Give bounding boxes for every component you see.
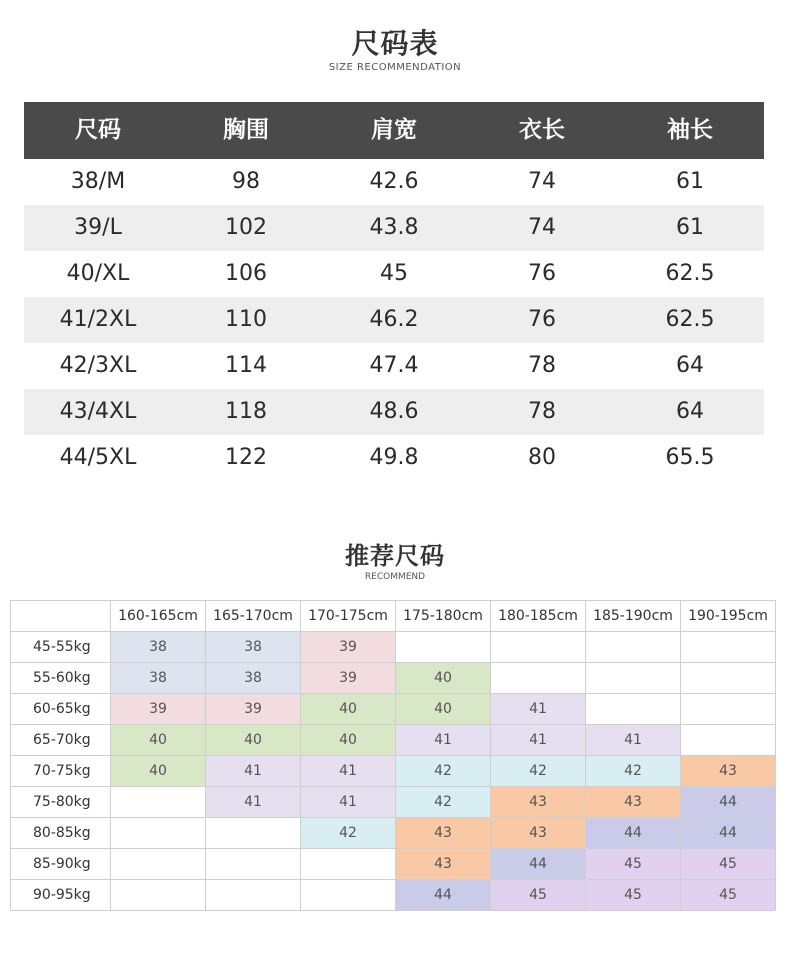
size-cell: 61	[676, 215, 704, 240]
height-header: 170-175cm	[301, 601, 396, 632]
size-cell: 80	[528, 445, 556, 470]
recommend-title: 推荐尺码	[345, 542, 445, 570]
recommend-cell	[111, 818, 206, 849]
weight-label: 45-55kg	[11, 632, 111, 663]
weight-label: 70-75kg	[11, 756, 111, 787]
header-shoulder: 肩宽	[371, 117, 417, 143]
recommend-cell: 38	[111, 632, 206, 663]
weight-label: 90-95kg	[11, 880, 111, 911]
size-cell: 106	[225, 261, 267, 286]
recommend-cell: 42	[301, 818, 396, 849]
size-chart-title: 尺码表	[351, 27, 439, 60]
recommend-table	[10, 600, 776, 911]
recommend-cell	[491, 632, 586, 663]
recommend-row	[11, 849, 776, 880]
recommend-cell: 43	[396, 849, 491, 880]
recommend-cell: 43	[491, 787, 586, 818]
size-cell: 49.8	[369, 445, 419, 470]
size-row	[24, 435, 764, 481]
recommend-cell: 39	[206, 694, 301, 725]
size-cell: 45	[380, 261, 408, 286]
weight-label: 60-65kg	[11, 694, 111, 725]
size-cell: 62.5	[665, 307, 715, 332]
recommend-cell: 45	[681, 880, 776, 911]
size-row	[24, 389, 764, 435]
recommend-cell: 45	[586, 849, 681, 880]
recommend-cell	[586, 663, 681, 694]
recommend-cell	[681, 694, 776, 725]
recommend-cell: 40	[301, 694, 396, 725]
recommend-cell	[111, 880, 206, 911]
size-cell: 40/XL	[66, 261, 130, 286]
size-cell: 102	[225, 215, 267, 240]
recommend-cell	[111, 787, 206, 818]
height-header: 165-170cm	[206, 601, 301, 632]
recommend-cell: 38	[111, 663, 206, 694]
size-row	[24, 297, 764, 343]
recommend-cell: 40	[396, 694, 491, 725]
size-cell: 44/5XL	[59, 445, 137, 470]
recommend-cell: 43	[491, 818, 586, 849]
header-size: 尺码	[75, 117, 121, 143]
recommend-cell	[396, 632, 491, 663]
size-cell: 76	[528, 261, 556, 286]
recommend-cell: 40	[301, 725, 396, 756]
size-chart-table	[24, 102, 764, 481]
recommend-header-row	[11, 601, 776, 632]
recommend-row	[11, 756, 776, 787]
size-cell: 98	[232, 169, 260, 194]
height-header: 160-165cm	[111, 601, 206, 632]
height-header: 185-190cm	[586, 601, 681, 632]
recommend-cell	[206, 818, 301, 849]
recommend-cell	[586, 694, 681, 725]
recommend-row	[11, 818, 776, 849]
size-cell: 65.5	[665, 445, 715, 470]
recommend-cell	[586, 632, 681, 663]
size-cell: 114	[225, 353, 267, 378]
recommend-cell: 41	[206, 787, 301, 818]
recommend-cell	[111, 849, 206, 880]
recommend-row	[11, 632, 776, 663]
size-chart-subtitle: SIZE RECOMMENDATION	[328, 62, 462, 73]
recommend-cell	[301, 849, 396, 880]
height-header: 175-180cm	[396, 601, 491, 632]
weight-label: 65-70kg	[11, 725, 111, 756]
size-cell: 48.6	[369, 399, 419, 424]
size-cell: 76	[528, 307, 556, 332]
size-cell: 38/M	[70, 169, 126, 194]
recommend-cell: 39	[111, 694, 206, 725]
recommend-cell: 40	[206, 725, 301, 756]
header-sleeve: 袖长	[667, 117, 713, 143]
recommend-cell	[681, 725, 776, 756]
recommend-cell: 39	[301, 632, 396, 663]
weight-label: 80-85kg	[11, 818, 111, 849]
recommend-row	[11, 787, 776, 818]
recommend-cell: 41	[586, 725, 681, 756]
size-cell: 41/2XL	[59, 307, 137, 332]
recommend-cell: 43	[681, 756, 776, 787]
recommend-row	[11, 663, 776, 694]
corner-cell	[11, 601, 111, 632]
recommend-cell: 41	[206, 756, 301, 787]
recommend-cell: 41	[491, 694, 586, 725]
recommend-cell: 44	[586, 818, 681, 849]
recommend-cell: 45	[681, 849, 776, 880]
size-cell: 74	[528, 215, 556, 240]
recommend-cell: 39	[301, 663, 396, 694]
recommend-cell: 41	[491, 725, 586, 756]
header-length: 衣长	[519, 117, 565, 143]
size-cell: 61	[676, 169, 704, 194]
size-cell: 110	[225, 307, 267, 332]
size-cell: 42/3XL	[59, 353, 137, 378]
size-cell: 64	[676, 353, 704, 378]
height-header: 190-195cm	[681, 601, 776, 632]
recommend-subtitle: RECOMMEND	[364, 572, 426, 582]
recommend-cell: 42	[396, 787, 491, 818]
recommend-cell: 44	[681, 818, 776, 849]
size-row	[24, 251, 764, 297]
recommend-cell: 40	[111, 756, 206, 787]
recommend-cell: 44	[491, 849, 586, 880]
height-header: 180-185cm	[491, 601, 586, 632]
weight-label: 85-90kg	[11, 849, 111, 880]
recommend-cell: 40	[111, 725, 206, 756]
size-cell: 47.4	[369, 353, 419, 378]
recommend-cell: 38	[206, 632, 301, 663]
size-cell: 46.2	[369, 307, 419, 332]
size-cell: 62.5	[665, 261, 715, 286]
size-cell: 64	[676, 399, 704, 424]
recommend-cell: 38	[206, 663, 301, 694]
size-cell: 42.6	[369, 169, 419, 194]
recommend-cell: 43	[396, 818, 491, 849]
size-row	[24, 159, 764, 205]
header-chest: 胸围	[223, 117, 269, 143]
recommend-cell: 44	[396, 880, 491, 911]
recommend-cell: 40	[396, 663, 491, 694]
recommend-cell: 41	[396, 725, 491, 756]
recommend-row	[11, 880, 776, 911]
recommend-row	[11, 694, 776, 725]
size-cell: 74	[528, 169, 556, 194]
size-chart-header-row	[24, 102, 764, 159]
size-cell: 43.8	[369, 215, 419, 240]
size-cell: 39/L	[74, 215, 122, 240]
recommend-cell	[301, 880, 396, 911]
recommend-row	[11, 725, 776, 756]
recommend-cell: 41	[301, 787, 396, 818]
size-cell: 78	[528, 399, 556, 424]
recommend-cell: 44	[681, 787, 776, 818]
recommend-cell	[206, 849, 301, 880]
recommend-cell: 43	[586, 787, 681, 818]
recommend-cell: 41	[301, 756, 396, 787]
weight-label: 75-80kg	[11, 787, 111, 818]
size-row	[24, 343, 764, 389]
weight-label: 55-60kg	[11, 663, 111, 694]
size-cell: 43/4XL	[59, 399, 137, 424]
size-cell: 122	[225, 445, 267, 470]
size-chart-body	[24, 159, 764, 481]
recommend-cell	[491, 663, 586, 694]
recommend-cell	[681, 663, 776, 694]
recommend-cell: 42	[491, 756, 586, 787]
size-cell: 118	[225, 399, 267, 424]
size-row	[24, 205, 764, 251]
recommend-cell: 42	[396, 756, 491, 787]
recommend-cell: 45	[586, 880, 681, 911]
recommend-cell: 45	[491, 880, 586, 911]
size-cell: 78	[528, 353, 556, 378]
recommend-cell	[681, 632, 776, 663]
recommend-cell	[206, 880, 301, 911]
recommend-cell: 42	[586, 756, 681, 787]
